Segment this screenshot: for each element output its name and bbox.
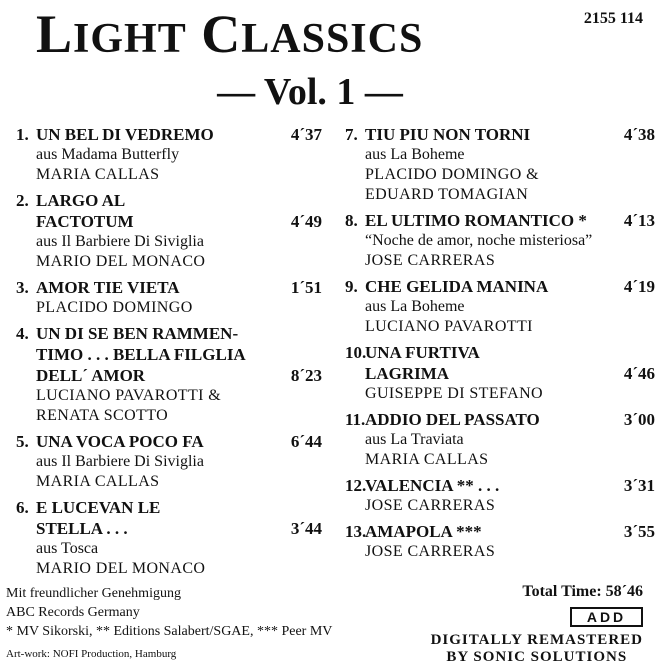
- track-number: 4.: [16, 324, 29, 343]
- track-number: 9.: [345, 277, 358, 296]
- track-title: UN BEL DI VEDREMO: [36, 125, 214, 144]
- catalog-number: 2155 114: [583, 10, 643, 27]
- tracklist-left: [16, 124, 322, 584]
- track-title: TIU PIU NON TORNI: [365, 125, 531, 144]
- track-title: ADDIO DEL PASSATO: [365, 410, 540, 429]
- track-duration: 4´46: [623, 364, 655, 383]
- title-word-classics-rest: LASSICS: [241, 16, 424, 62]
- track-source: aus La Boheme: [365, 298, 465, 315]
- remaster-note: [431, 632, 643, 666]
- track-duration: 3´00: [623, 410, 655, 429]
- track-number: 6.: [16, 498, 29, 517]
- track-title-line: [345, 276, 655, 297]
- title-initial-l: L: [36, 4, 74, 64]
- track-title-line: [345, 363, 655, 384]
- track-performer: MARIA CALLAS: [365, 451, 489, 468]
- track-title: UN DI SE BEN RAMMEN-: [36, 324, 239, 343]
- track-number: 11.: [345, 410, 366, 429]
- credits: [6, 584, 332, 664]
- track-performer: RENATA SCOTTO: [36, 407, 169, 424]
- track-performer: PLACIDO DOMINGO &: [365, 166, 539, 183]
- track-title-line: [16, 497, 322, 518]
- artwork-credit: Art-work: NOFI Production, Hamburg: [6, 648, 177, 660]
- track-title: UNA FURTIVA: [365, 343, 480, 362]
- track-item: [16, 323, 322, 426]
- track-performer: MARIA CALLAS: [36, 473, 160, 490]
- track-performer: MARIO DEL MONACO: [36, 253, 206, 270]
- track-title-line: [16, 365, 322, 386]
- track-number: 8.: [345, 211, 358, 230]
- track-duration: 8´23: [290, 366, 322, 385]
- track-number: 13.: [345, 522, 367, 541]
- track-source: aus La Boheme: [365, 146, 465, 163]
- track-duration: 3´44: [290, 519, 322, 538]
- track-title: AMAPOLA ***: [365, 522, 482, 541]
- track-title-line: [345, 210, 655, 231]
- tracklist-right: [345, 124, 655, 567]
- album-title: [36, 4, 516, 69]
- track-title: VALENCIA ** . . .: [365, 476, 500, 495]
- track-title-line: [345, 342, 655, 363]
- track-source: aus Il Barbiere Di Siviglia: [36, 233, 204, 250]
- track-number: 10.: [345, 343, 367, 362]
- track-title-line: [16, 518, 322, 539]
- track-performer: LUCIANO PAVAROTTI: [365, 318, 533, 335]
- track-duration: 4´19: [623, 277, 655, 296]
- track-number: 12.: [345, 476, 367, 495]
- track-performer: JOSE CARRERAS: [365, 252, 496, 269]
- title-word-light-rest: IGHT: [73, 16, 187, 62]
- track-title: STELLA . . .: [36, 519, 128, 538]
- track-performer: EDUARD TOMAGIAN: [365, 186, 529, 203]
- track-title-line: [16, 211, 322, 232]
- track-item: [16, 497, 322, 579]
- track-item: [345, 521, 655, 562]
- volume-label: — Vol. 1 —: [217, 71, 403, 113]
- track-duration: 6´44: [290, 432, 322, 451]
- add-badge: ADD: [570, 607, 643, 627]
- remaster-line: DIGITALLY REMASTERED: [430, 632, 643, 648]
- track-title-line: [16, 431, 322, 452]
- publisher-notes: * MV Sikorski, ** Editions Salabert/SGAE, *** Peer MV: [6, 624, 333, 639]
- track-title: DELL´ AMOR: [36, 366, 146, 385]
- track-title-line: [345, 409, 655, 430]
- track-source: aus Tosca: [36, 540, 99, 557]
- track-duration: 4´13: [623, 211, 655, 230]
- track-item: [345, 409, 655, 470]
- track-title: FACTOTUM: [36, 212, 134, 231]
- track-title-line: [16, 344, 322, 365]
- track-duration: 4´37: [290, 125, 322, 144]
- remaster-line: BY SONIC SOLUTIONS: [446, 649, 628, 665]
- track-performer: MARIA CALLAS: [36, 166, 160, 183]
- track-item: [345, 124, 655, 205]
- track-item: [345, 342, 655, 404]
- track-source: aus La Traviata: [365, 431, 464, 448]
- track-title-line: [16, 190, 322, 211]
- track-title: LARGO AL: [36, 191, 126, 210]
- track-title-line: [16, 124, 322, 145]
- track-performer: LUCIANO PAVAROTTI &: [36, 387, 222, 404]
- track-source: “Noche de amor, noche misteriosa”: [365, 232, 593, 249]
- track-item: [16, 190, 322, 272]
- track-item: [16, 277, 322, 318]
- track-title: CHE GELIDA MANINA: [365, 277, 549, 296]
- track-performer: PLACIDO DOMINGO: [36, 299, 193, 316]
- track-title-line: [345, 475, 655, 496]
- track-number: 5.: [16, 432, 29, 451]
- track-performer: JOSE CARRERAS: [365, 543, 496, 560]
- track-item: [16, 124, 322, 185]
- track-performer: MARIO DEL MONACO: [36, 560, 206, 577]
- track-item: [345, 210, 655, 271]
- track-number: 2.: [16, 191, 29, 210]
- track-title-line: [345, 521, 655, 542]
- track-title: AMOR TIE VIETA: [36, 278, 180, 297]
- track-number: 7.: [345, 125, 358, 144]
- track-item: [345, 276, 655, 337]
- track-number: 3.: [16, 278, 29, 297]
- track-number: 1.: [16, 125, 29, 144]
- title-initial-c: C: [201, 4, 242, 64]
- track-title-line: [16, 323, 322, 344]
- track-duration: 3´55: [623, 522, 655, 541]
- track-title: TIMO . . . BELLA FILGLIA: [36, 345, 246, 364]
- track-duration: 1´51: [290, 278, 322, 297]
- track-title-line: [16, 277, 322, 298]
- total-time: Total Time: 58´46: [522, 583, 643, 600]
- credit-line: ABC Records Germany: [6, 605, 140, 620]
- track-duration: 4´38: [623, 125, 655, 144]
- track-performer: JOSE CARRERAS: [365, 497, 496, 514]
- credit-line: Mit freundlicher Genehmigung: [6, 586, 181, 601]
- track-performer: GUISEPPE DI STEFANO: [365, 385, 543, 402]
- track-title-line: [345, 124, 655, 145]
- track-item: [345, 475, 655, 516]
- track-title: E LUCEVAN LE: [36, 498, 161, 517]
- track-duration: 3´31: [623, 476, 655, 495]
- track-item: [16, 431, 322, 492]
- track-title: LAGRIMA: [365, 364, 450, 383]
- track-title: EL ULTIMO ROMANTICO *: [365, 211, 587, 230]
- track-title: UNA VOCA POCO FA: [36, 432, 204, 451]
- track-source: aus Madama Butterfly: [36, 146, 180, 163]
- track-source: aus Il Barbiere Di Siviglia: [36, 453, 204, 470]
- track-duration: 4´49: [290, 212, 322, 231]
